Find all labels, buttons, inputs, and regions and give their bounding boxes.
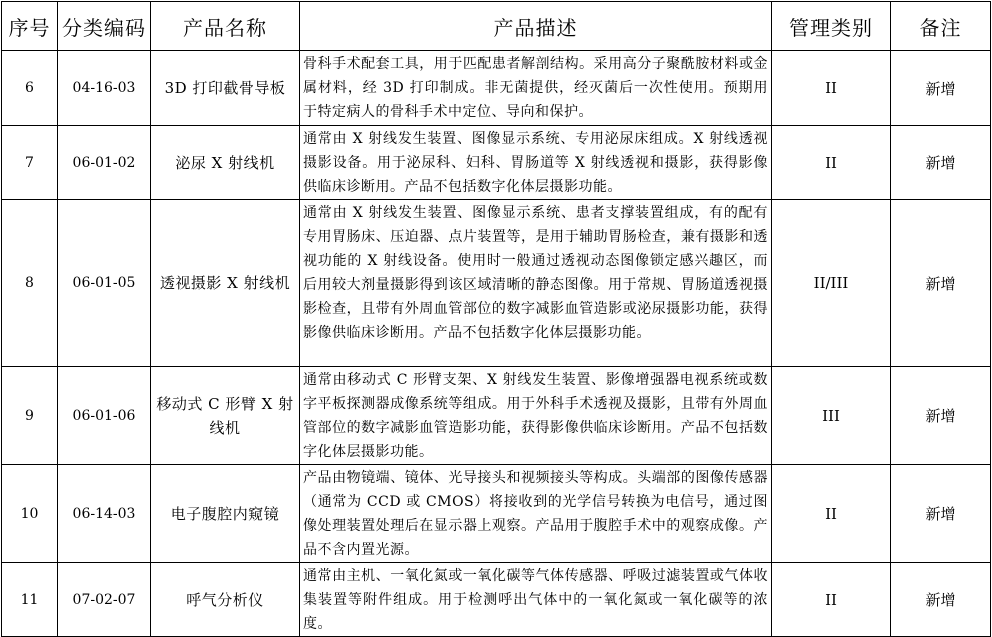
row-code: 07-02-07 [58, 563, 151, 637]
row-name: 3D 打印截骨导板 [151, 51, 300, 126]
header-desc: 产品描述 [300, 2, 772, 51]
row-desc: 通常由主机、一氧化氮或一氧化碳等气体传感器、呼吸过滤装置或气体收集装置等附件组成。用于检测呼出气体中的一氧化氮或一氧化碳等的浓度。 [300, 563, 772, 637]
row-desc: 骨科手术配套工具，用于匹配患者解剖结构。采用高分子聚酰胺材料或金属材料，经 3D 打印制成。非无菌提供，经灭菌后一次性使用。预期用于特定病人的骨科手术中定位、导向和保护。 [300, 51, 772, 126]
row-code: 06-01-05 [58, 200, 151, 367]
row-mgmt: III [772, 367, 891, 465]
row-mgmt: II/III [772, 200, 891, 367]
row-seq: 7 [2, 126, 58, 200]
row-remark: 新增 [891, 367, 991, 465]
row-desc: 产品由物镜端、镜体、光导接头和视频接头等构成。头端部的图像传感器（通常为 CCD 或 CMOS）将接收到的光学信号转换为电信号，通过图像处理装置处理后在显示器上观察。产品用于腹腔手术中的观察成像。产品不含内置光源。 [300, 465, 772, 563]
row-remark: 新增 [891, 51, 991, 126]
row-mgmt: II [772, 465, 891, 563]
row-desc: 通常由 X 射线发生装置、图像显示系统、患者支撑装置组成，有的配有专用胃肠床、压迫器、点片装置等，是用于辅助胃肠检查，兼有摄影和透视功能的 X 射线设备。使用时一般通过透视动态图像锁定感兴趣区，而后用较大剂量摄影得到该区域清晰的静态图像。用于常规、胃肠道透视摄影检查，且带有外周血管部位的数字减影血管造影或泌尿摄影功能，获得影像供临床诊断用。产品不包括数字化体层摄影功能。 [300, 200, 772, 367]
header-code: 分类编码 [58, 2, 151, 51]
header-remark: 备注 [891, 2, 991, 51]
row-seq: 9 [2, 367, 58, 465]
row-name: 泌尿 X 射线机 [151, 126, 300, 200]
row-mgmt: II [772, 51, 891, 126]
row-remark: 新增 [891, 465, 991, 563]
row-code: 04-16-03 [58, 51, 151, 126]
row-code: 06-01-06 [58, 367, 151, 465]
row-mgmt: II [772, 563, 891, 637]
row-code: 06-01-02 [58, 126, 151, 200]
table-row [2, 465, 991, 563]
header-mgmt: 管理类别 [772, 2, 891, 51]
row-remark: 新增 [891, 200, 991, 367]
header-seq: 序号 [2, 2, 58, 51]
row-mgmt: II [772, 126, 891, 200]
row-name: 透视摄影 X 射线机 [151, 200, 300, 367]
row-seq: 11 [2, 563, 58, 637]
row-desc: 通常由移动式 C 形臂支架、X 射线发生装置、影像增强器电视系统或数字平板探测器成像系统等组成。用于外科手术透视及摄影，且带有外周血管部位的数字减影血管造影功能，获得影像供临床诊断用。产品不包括数字化体层摄影功能。 [300, 367, 772, 465]
table-row [2, 51, 991, 126]
device-catalog-table [1, 1, 991, 637]
table-row [2, 200, 991, 367]
table-row [2, 367, 991, 465]
row-seq: 8 [2, 200, 58, 367]
row-name: 呼气分析仪 [151, 563, 300, 637]
row-remark: 新增 [891, 563, 991, 637]
row-desc: 通常由 X 射线发生装置、图像显示系统、专用泌尿床组成。X 射线透视摄影设备。用于泌尿科、妇科、胃肠道等 X 射线透视和摄影，获得影像供临床诊断用。产品不包括数字化体层摄影功能。 [300, 126, 772, 200]
row-remark: 新增 [891, 126, 991, 200]
row-name: 电子腹腔内窥镜 [151, 465, 300, 563]
header-name: 产品名称 [151, 2, 300, 51]
row-seq: 10 [2, 465, 58, 563]
row-code: 06-14-03 [58, 465, 151, 563]
row-name: 移动式 C 形臂 X 射线机 [151, 367, 300, 465]
row-seq: 6 [2, 51, 58, 126]
table-row [2, 563, 991, 637]
table-row [2, 126, 991, 200]
header-row [2, 2, 991, 51]
